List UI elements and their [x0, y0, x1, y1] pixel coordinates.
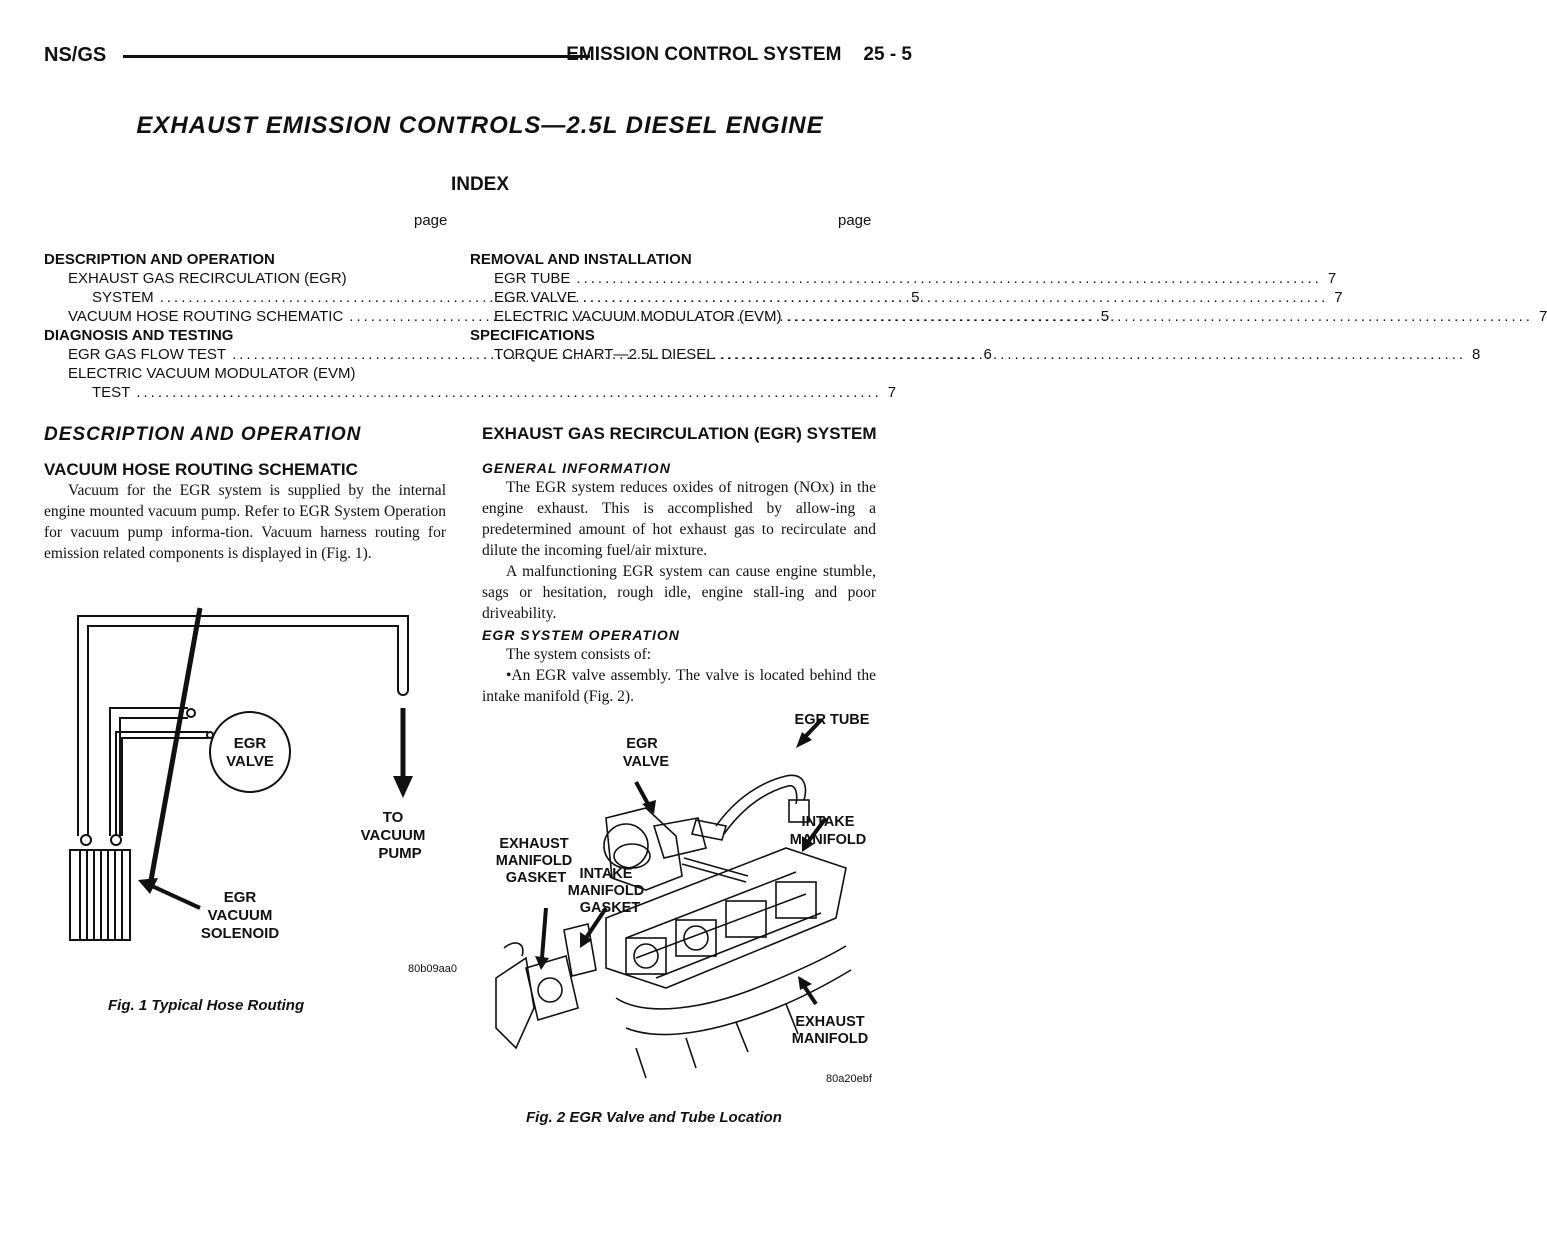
index-category: DESCRIPTION AND OPERATION [44, 251, 275, 268]
subheading-vacuum-hose: VACUUM HOSE ROUTING SCHEMATIC [44, 460, 358, 479]
figure-egr-valve-location [486, 708, 878, 1088]
index-title: INDEX [450, 174, 510, 195]
figure-hose-routing [60, 608, 457, 990]
index-item: ELECTRIC VACUUM MODULATOR (EVM) ..... 7 [470, 307, 876, 326]
label-sol-3: SOLENOID [200, 925, 280, 942]
label-exg-2: MANIFOLD [495, 853, 573, 869]
index-item: EGR VALVE ..... 7 [470, 288, 876, 307]
operation-paragraphs: The system consists of: •An EGR valve assembly. The valve is located behind the intake manifold (Fig. 2). [482, 646, 876, 705]
figure-caption-1: Fig. 1 Typical Hose Routing [108, 997, 305, 1014]
label-exm-1: EXHAUST [795, 1014, 865, 1030]
index-category: DIAGNOSIS AND TESTING [44, 327, 234, 344]
label-to: TO [382, 809, 404, 826]
label-intake-1: INTAKE [801, 814, 855, 830]
page-title: EXHAUST EMISSION CONTROLS—2.5L DIESEL ENGINE [136, 112, 824, 139]
label-egr-tube: EGR TUBE [794, 712, 870, 728]
figure-code: 80a20ebf [826, 1073, 872, 1085]
index-item: TORQUE CHART—2.5L DIESEL ..... 8 [470, 345, 876, 364]
egr-paragraphs: The EGR system reduces oxides of nitrogen (NOx) in the engine exhaust. This is accomplished by allow-ing a predetermined amount of hot exhaust gas to recirculate and dilute the incoming fuel/air mixture. A malfunctioning EGR system can cause engine stumble, sags or hesitation, rough idle, engine stall-ing and poor driveability. [482, 479, 876, 622]
page-label-left: page [414, 212, 448, 229]
label-egr-valve-1: EGR [626, 736, 658, 752]
index-category: SPECIFICATIONS [470, 327, 595, 344]
index-item: TEST ..... 7 [44, 383, 444, 402]
header-section: EMISSION CONTROL SYSTEM [566, 44, 842, 65]
index-item: EGR TUBE ..... 7 [470, 269, 876, 288]
label-egr-valve-2: VALVE [226, 753, 274, 770]
figure-code: 80b09aa0 [408, 963, 457, 975]
label-ing-3: GASKET [579, 900, 641, 916]
page-label-right: page [838, 212, 872, 229]
label-ing-1: INTAKE [579, 866, 633, 882]
index-item: EXHAUST GAS RECIRCULATION (EGR) [68, 270, 347, 287]
label-egr-valve-1: EGR [233, 735, 267, 752]
label-exg-3: GASKET [505, 870, 567, 886]
label-sol-1: EGR [223, 889, 257, 906]
subheading-egr-system: EXHAUST GAS RECIRCULATION (EGR) SYSTEM [482, 424, 877, 443]
label-vacuum: VACUUM [360, 827, 426, 844]
header-right [566, 44, 912, 66]
general-info-heading: GENERAL INFORMATION [482, 460, 671, 476]
label-sol-2: VACUUM [207, 907, 273, 924]
header-model: NS/GS [44, 44, 107, 66]
label-intake-2: MANIFOLD [789, 832, 867, 848]
vacuum-paragraph: Vacuum for the EGR system is supplied by the internal engine mounted vacuum pump. Refer to EGR System Operation for vacuum pump informa-tion. Vacuum harness routing for emission related components is displayed in (Fig. 1). [44, 482, 446, 562]
figure-caption-2: Fig. 2 EGR Valve and Tube Location [526, 1109, 782, 1126]
label-exg-1: EXHAUST [499, 836, 569, 852]
header-page: 25 - 5 [863, 44, 912, 65]
label-egr-valve-2: VALVE [622, 754, 670, 770]
index-item: EGR GAS FLOW TEST ..... 6 [44, 345, 444, 364]
index-item: SYSTEM ..... 5 [44, 288, 444, 307]
section-heading: DESCRIPTION AND OPERATION [44, 424, 362, 445]
operation-heading: EGR SYSTEM OPERATION [482, 627, 680, 643]
label-pump: PUMP [378, 845, 422, 862]
index-item: VACUUM HOSE ROUTING SCHEMATIC ..... 5 [44, 307, 444, 326]
index-category: REMOVAL AND INSTALLATION [470, 251, 692, 268]
label-ing-2: MANIFOLD [567, 883, 645, 899]
label-exm-2: MANIFOLD [791, 1031, 869, 1047]
index-item: ELECTRIC VACUUM MODULATOR (EVM) [68, 365, 356, 382]
header-rule [123, 55, 590, 58]
